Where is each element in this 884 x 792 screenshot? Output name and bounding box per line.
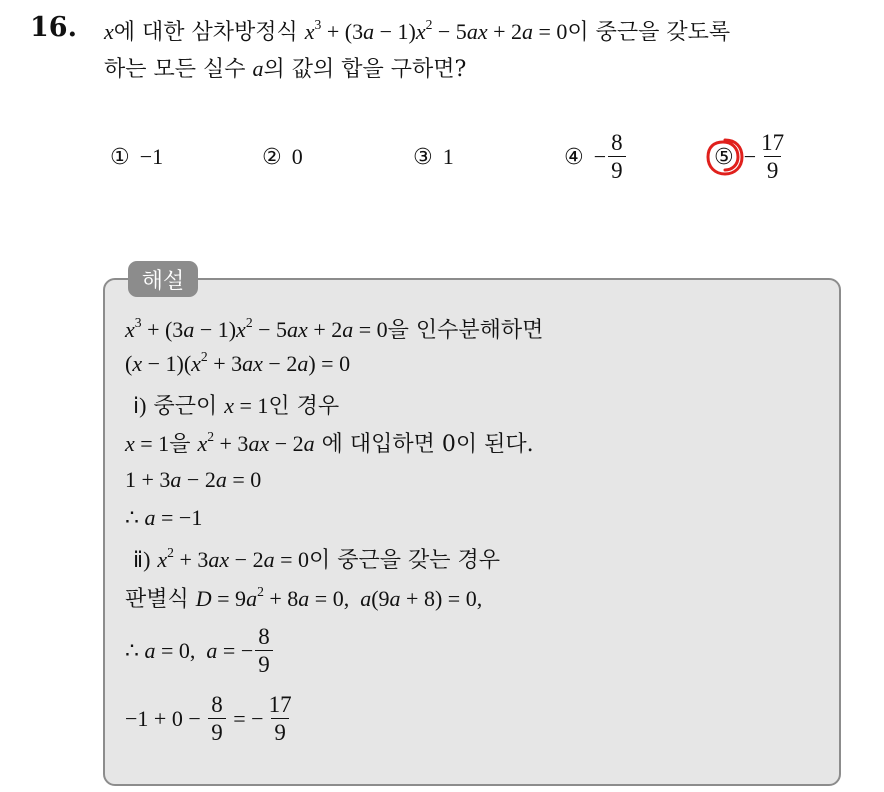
choice-value: −1 <box>139 144 164 169</box>
choice-mark: ③ <box>413 144 433 170</box>
question-number: 16. <box>30 12 77 43</box>
question-line-1 <box>104 14 874 51</box>
choice-fraction: $\frac{17}{9}$ <box>761 130 785 183</box>
question-text-part: 이 중근을 갖도록 <box>567 20 731 45</box>
choice-value: 1 <box>442 144 454 169</box>
answer-choices <box>0 122 884 202</box>
choice-fraction: $\frac{8}{9}$ <box>608 130 626 184</box>
question-text-part: 에 대한 삼차방정식 <box>113 20 305 45</box>
solution-line-5: 1 + 3a − 2a = 0 <box>125 467 262 492</box>
choice-mark: ① <box>110 144 130 170</box>
solution-tag: 해설 <box>128 261 198 297</box>
solution-line-1: $x^3 + (3a - 1)x^2 - 5ax + 2a = 0$을 인수분해하면 <box>125 314 544 343</box>
choice-5[interactable] <box>714 122 789 192</box>
solution-line-8: 판별식 $D = 9a^2 + 8a = 0$, a(9a + 8) = 0, <box>125 583 483 612</box>
question-text <box>104 14 874 88</box>
question-line-2 <box>104 51 874 88</box>
choice-sign: − <box>743 144 757 169</box>
solution-line-2: $(x - 1)(x^2 + 3ax - 2a) = 0$ <box>125 348 351 376</box>
var-a: a <box>252 56 264 81</box>
choice-mark: ⑤ <box>714 145 734 170</box>
choice-value: 0 <box>291 144 303 169</box>
solution-line-10: −1 + 0 − $\frac{8}{9}$ = − $\frac{17}{9}$ <box>125 692 292 745</box>
choice-sign: − <box>593 144 607 169</box>
solution-line-9: ∴ a = 0, a = − $\frac{8}{9}$ <box>125 624 275 678</box>
choice-mark: ② <box>262 144 282 170</box>
choice-4[interactable] <box>564 122 628 192</box>
var-x: x <box>104 19 114 44</box>
choice-mark: ④ <box>564 144 584 170</box>
equation: $x^3 + (3a - 1)x^2 - 5ax + 2a = 0$ <box>304 16 568 44</box>
question-text-part: 하는 모든 실수 <box>104 57 253 82</box>
choice-3[interactable] <box>413 122 454 192</box>
solution-line-6: ∴ a = −1 <box>125 505 203 530</box>
solution-line-4: x = 1을 $x^2 + 3ax - 2a$ 에 대입하면 0이 된다. <box>125 428 534 457</box>
solution-line-3: ⅰ) 중근이 x = 1인 경우 <box>133 393 340 419</box>
question-text-part: 의 값의 합을 구하면? <box>263 57 467 82</box>
answer-circle-icon <box>705 137 745 177</box>
solution-line-7: ⅱ) $x^2 + 3ax - 2a = 0$이 중근을 갖는 경우 <box>133 544 501 573</box>
choice-2[interactable] <box>262 122 303 192</box>
choice-1[interactable] <box>110 122 163 192</box>
